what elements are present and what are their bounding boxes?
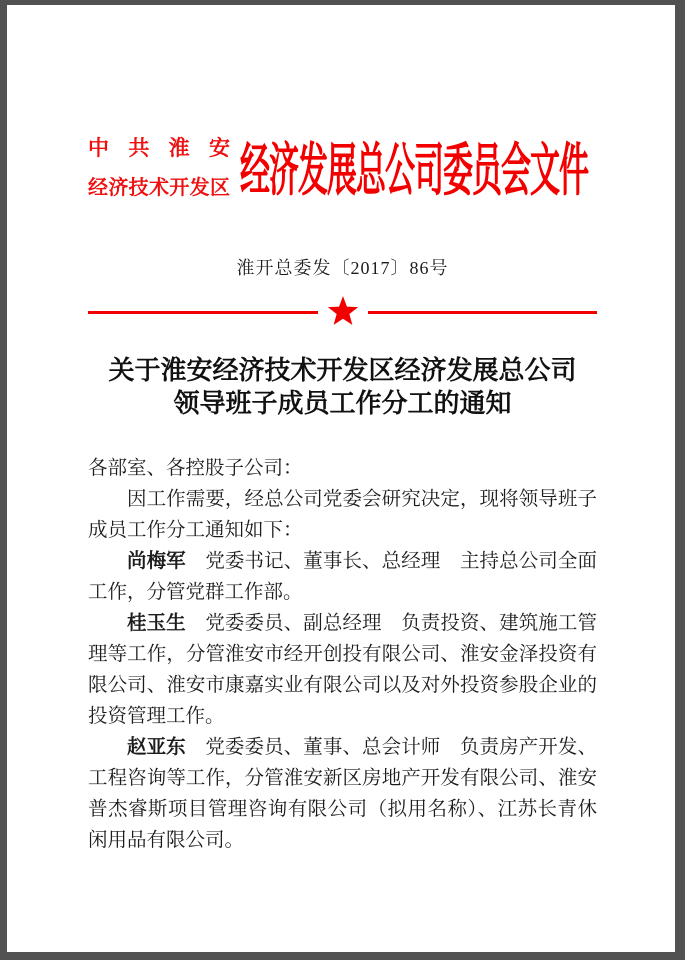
document-title-line2: 领导班子成员工作分工的通知 [173,389,512,418]
leader-duty: 党委委员、董事、总会计师 负责房产开发、工程咨询等工作，分管淮安新区房地产开发有限公司、淮安普杰睿斯项目管理咨询有限公司（拟用名称）、江苏长青休闲用品有限公司。 [88,737,597,851]
leader-duty: 党委委员、副总经理 负责投资、建筑施工管理等工作，分管淮安市经开创投有限公司、淮安金泽投资有限公司、淮安市康嘉实业有限公司以及对外投资参股企业的投资管理工作。 [88,613,597,727]
document-title-line1: 关于淮安经济技术开发区经济发展总公司 [108,356,577,385]
red-star-icon [326,295,360,329]
red-divider [88,295,597,329]
leader-name: 桂玉生 [127,613,186,634]
document-title [88,354,597,420]
intro-paragraph: 因工作需要，经总公司党委会研究决定，现将领导班子成员工作分工通知如下： [88,489,597,541]
assignment-paragraph [88,546,597,608]
divider-rule-left [88,311,318,314]
leader-duty: 党委书记、董事长、总经理 主持总公司全面工作，分管党群工作部。 [88,551,597,603]
issuing-org-line2: 经济技术开发区 [88,177,230,199]
letterhead-banner-wrap [240,137,588,201]
issuing-org-block [88,137,230,202]
salutation: 各部室、各控股子公司： [88,458,303,479]
letterhead-banner: 经济发展总公司委员会文件 [240,140,588,203]
assignment-paragraph [88,732,597,856]
document-body [88,453,597,856]
leader-name: 尚梅军 [127,551,186,572]
issuing-org-line1: 中共淮安 [88,136,230,160]
letterhead [88,137,597,202]
leader-name: 赵亚东 [127,737,186,758]
document-page [7,5,675,952]
document-number: 淮开总委发〔2017〕86号 [236,258,449,278]
assignment-paragraph [88,608,597,732]
divider-rule-right [368,311,598,314]
